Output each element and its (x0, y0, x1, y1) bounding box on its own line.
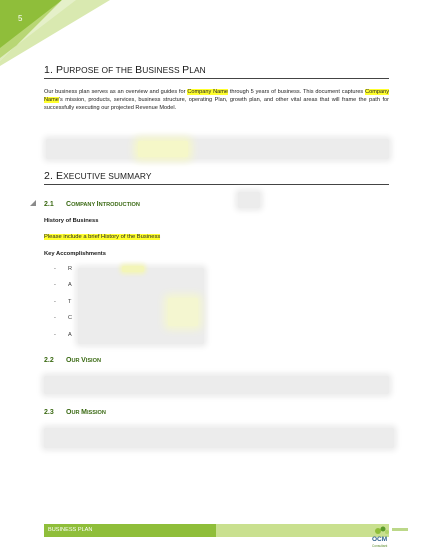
list-item: - T (54, 298, 72, 305)
corner-decoration (0, 0, 110, 66)
footer-accent (216, 524, 389, 537)
redacted-block (46, 139, 389, 159)
subsection-heading-our-vision: 2.2 OUR VISION (44, 357, 101, 364)
redacted-highlight (138, 141, 188, 157)
section-heading-executive-summary: 2. EXECUTIVE SUMMARY (44, 170, 389, 185)
accomplishments-list (54, 266, 72, 348)
footer-bar (44, 524, 389, 537)
logo-subtext: Consultant (372, 544, 388, 548)
list-item: - A (54, 282, 72, 289)
purpose-paragraph: Our business plan serves as an overview and guides for Company Name through 5 years of business. This document captures Company Name's mission, products, services, business structure, operating Plan, growth plan, and other vital areas that will frame the path for successfully executing our projected Revenue Model. (44, 89, 390, 112)
logo-text: OCM (372, 536, 388, 543)
subsection-heading-our-mission: 2.3 OUR MISSION (44, 409, 106, 416)
list-item: - R (54, 266, 73, 272)
list-item: - C (54, 315, 73, 322)
company-name-highlight: Company Name (44, 89, 390, 104)
history-placeholder: Please include a brief History of the Business (44, 234, 161, 240)
accomplishments-label: Key Accomplishments (44, 251, 106, 257)
page-number: 5 (18, 14, 23, 23)
section-heading-purpose: 1. PURPOSE OF THE BUSINESS PLAN (44, 64, 389, 79)
redacted-image (238, 192, 260, 208)
redacted-mission-text (44, 428, 394, 448)
redacted-vision-text (44, 376, 389, 394)
list-item: - A (54, 331, 72, 338)
company-name-highlight: Company Name (187, 89, 229, 95)
collapse-marker-icon[interactable] (30, 200, 36, 206)
history-label: History of Business (44, 218, 99, 224)
subsection-heading-company-introduction: 2.1 COMPANY INTRODUCTION (44, 201, 140, 208)
redacted-highlight (122, 266, 144, 272)
footer-label: BUSINESS PLAN (44, 524, 216, 537)
redacted-highlight (168, 298, 198, 326)
